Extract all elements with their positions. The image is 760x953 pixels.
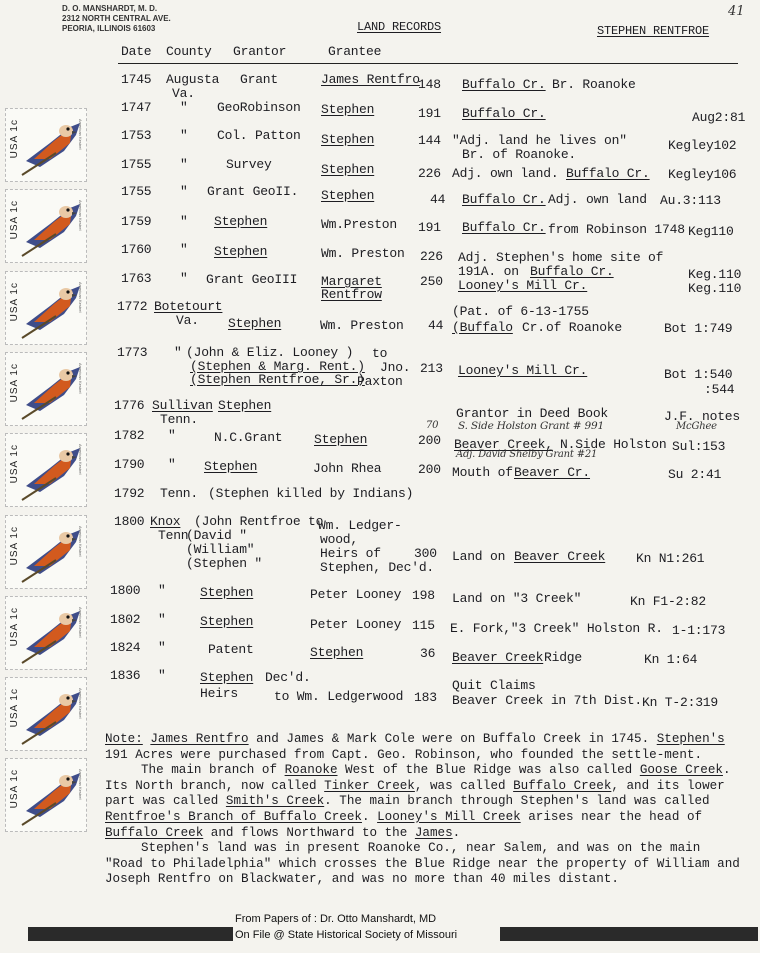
- stamp-value: USA 1c: [9, 769, 20, 809]
- row-grantor4: (Stephen ": [186, 556, 263, 571]
- letterhead-street: 2312 NORTH CENTRAL AVE.: [62, 14, 171, 23]
- row-desc1: Mouth of: [452, 465, 513, 480]
- row-desc1: Land on: [452, 549, 506, 564]
- row-county: ": [158, 640, 166, 655]
- row-acres: 191: [418, 106, 441, 121]
- row-ref: Kegley106: [668, 167, 737, 182]
- row-acres: 144: [418, 133, 441, 148]
- row-desc2: Beaver Creek in 7th Dist.: [452, 693, 643, 708]
- note-body-1: [105, 732, 725, 762]
- footer-source: From Papers of : Dr. Otto Manshardt, MD: [235, 913, 437, 925]
- row-grantor2: (Stephen & Marg. Rent.): [190, 359, 365, 374]
- kestrel-bird-icon: [20, 682, 84, 746]
- row-grantee: Wm. Ledger-: [318, 518, 402, 533]
- row-grantee: John Rhea: [313, 461, 382, 476]
- stamp-value: USA 1c: [9, 688, 20, 728]
- note-underlined-term: Roanoke: [284, 763, 338, 778]
- stamp: [5, 189, 87, 263]
- row-grantor: (John Rentfroe to: [194, 514, 324, 529]
- row-ref: Kn 1:64: [644, 652, 698, 667]
- note-underlined-term: Stephen's: [656, 732, 725, 746]
- row-county: ": [180, 271, 188, 286]
- row-ref: Au.3:113: [660, 193, 721, 208]
- stamp-caption: American Kestrel: [78, 363, 83, 394]
- handwritten-ref: McGhee: [676, 421, 717, 432]
- row-grantee: Wm. Preston: [321, 246, 405, 261]
- row-acres: 226: [418, 166, 441, 181]
- row-acres: 148: [418, 77, 441, 92]
- letterhead: [62, 4, 171, 34]
- row-county: ": [158, 668, 166, 683]
- note-text: .: [361, 809, 378, 824]
- row-grantor: Stephen: [218, 398, 272, 413]
- row-desc2: Br. of Roanoke.: [462, 147, 577, 162]
- row-county: ": [158, 612, 166, 627]
- kestrel-bird-icon: [20, 357, 84, 421]
- row-grantor: Grant GeoIII: [206, 272, 298, 287]
- row-acres: 115: [412, 618, 435, 633]
- row-acres: 198: [412, 588, 435, 603]
- row-ref: Keg110: [688, 224, 734, 239]
- row-acres: 213: [420, 361, 443, 376]
- row-county: ": [180, 128, 188, 143]
- row-county: Tenn.: [160, 486, 199, 501]
- stamp-value: USA 1c: [9, 200, 20, 240]
- row-desc1: Buffalo Cr.: [462, 77, 546, 92]
- row-year: 1772: [117, 299, 148, 314]
- stamp-value: USA 1c: [9, 119, 20, 159]
- stamp: [5, 515, 87, 589]
- row-grantee2: wood,: [320, 532, 359, 547]
- row-year: 1755: [121, 184, 152, 199]
- row-grantee: Peter Looney: [310, 587, 402, 602]
- row-county: ": [174, 345, 182, 360]
- row-grantee: Peter Looney: [310, 617, 402, 632]
- note-text: arises near the head of: [520, 809, 703, 824]
- row-grantor2: (David ": [186, 528, 247, 543]
- row-ref: Su 2:41: [668, 467, 722, 482]
- stamp-value: USA 1c: [9, 444, 20, 484]
- row-ref2: Keg.110: [688, 281, 742, 296]
- row-desc2: (Buffalo: [452, 320, 513, 335]
- row-acres: 300: [414, 546, 437, 561]
- row-county: ": [158, 583, 166, 598]
- row-grantee: Stephen: [310, 645, 364, 660]
- row-year: 1792: [114, 486, 145, 501]
- row-desc1: Beaver Creek,: [454, 437, 553, 452]
- row-desc2: Beaver Creek: [514, 549, 606, 564]
- row-desc2: Ridge: [544, 650, 583, 665]
- note-body-3: [105, 841, 745, 888]
- row-grantor: GeoRobinson: [217, 100, 301, 115]
- note-underlined-term: Rentfroe's Branch of Buffalo Creek: [105, 809, 362, 824]
- row-grantee: James Rentfro: [321, 72, 420, 87]
- row-desc1: Looney's Mill Cr.: [458, 278, 588, 293]
- row-grantor: Stephen: [200, 585, 254, 600]
- row-year: 1755: [121, 157, 152, 172]
- row-grantee: Stephen: [314, 432, 368, 447]
- row-county: Augusta: [166, 72, 220, 87]
- row-grantor: Stephen: [214, 244, 268, 259]
- row-ref: Aug2:81: [692, 110, 746, 125]
- row-year: 1745: [121, 72, 152, 87]
- row-desc1: Grantor in Deed Book: [456, 406, 609, 421]
- stamp-caption: American Kestrel: [78, 526, 83, 557]
- stamp-value: USA 1c: [9, 363, 20, 403]
- stamp-caption: American Kestrel: [78, 607, 83, 638]
- stamp-value: USA 1c: [9, 282, 20, 322]
- row-desc1: Land on "3 Creek": [452, 591, 582, 606]
- row-ref: Bot 1:540: [664, 367, 733, 382]
- row-grantor: (John & Eliz. Looney ): [186, 345, 354, 360]
- row-grantor: Grant GeoII.: [207, 184, 299, 199]
- header-grantee: Grantee: [328, 44, 382, 59]
- row-grantor: Col. Patton: [217, 128, 301, 143]
- row-desc1: Buffalo Cr.: [462, 192, 546, 207]
- row-grantee3: Paxton: [357, 374, 403, 389]
- kestrel-bird-icon: [20, 520, 84, 584]
- note-text: . The main branch through Stephen's land was called: [324, 794, 710, 809]
- row-grantor: Stephen: [204, 459, 258, 474]
- row-desc1: (Pat. of 6-13-1755: [452, 304, 589, 319]
- row-grantee: Stephen: [321, 188, 375, 203]
- row-county: ": [168, 457, 176, 472]
- row-year: 1800: [114, 514, 145, 529]
- row-county: Botetourt: [154, 299, 223, 314]
- row-acres: 200: [418, 433, 441, 448]
- note-underlined-term: Buffalo Creek: [513, 778, 612, 793]
- row-county: Knox: [150, 514, 181, 529]
- row-county: ": [180, 242, 188, 257]
- row-ref: Kn N1:261: [636, 551, 705, 566]
- note-text: .: [452, 825, 461, 840]
- row-ref: Kegley102: [668, 138, 737, 153]
- row-county: ": [180, 184, 188, 199]
- row-grantor: Stephen: [214, 214, 268, 229]
- note-text: 191 Acres were purchased from Capt. Geo. Robinson, who founded the settle-ment.: [105, 747, 703, 762]
- row-desc2: N.Side Holston: [560, 437, 667, 452]
- row-grantee3: Heirs of: [320, 546, 381, 561]
- row-grantor2: Heirs: [200, 686, 239, 701]
- row-year: 1763: [121, 271, 152, 286]
- row-acres: 200: [418, 462, 441, 477]
- header-grantor: Grantor: [233, 44, 287, 59]
- note-underlined-term: Buffalo Creek: [105, 825, 204, 840]
- row-desc2: Beaver Cr.: [514, 465, 591, 480]
- row-desc2: 191A. on: [458, 264, 519, 279]
- row-grantee: to: [372, 346, 388, 361]
- row-year: 1824: [110, 640, 141, 655]
- row-year: 1836: [110, 668, 141, 683]
- row-year: 1760: [121, 242, 152, 257]
- row-ref: Kn T-2:319: [642, 695, 719, 710]
- kestrel-bird-icon: [20, 438, 84, 502]
- stamp: [5, 758, 87, 832]
- row-county: ": [180, 214, 188, 229]
- note-underlined-term: James Rentfro: [150, 732, 249, 746]
- row-county: ": [168, 428, 176, 443]
- row-ref2: :544: [704, 382, 735, 397]
- note-text: , and its lower part was called: [105, 778, 725, 809]
- row-desc3: Buffalo Cr.: [530, 264, 614, 279]
- letterhead-city: PEORIA, ILLINOIS 61603: [62, 24, 156, 33]
- row-year: 1800: [110, 583, 141, 598]
- stamp-caption: American Kestrel: [78, 444, 83, 475]
- footer-bar-right: [500, 927, 758, 941]
- note-text: . Its North branch, now called: [105, 763, 731, 793]
- row-grantor: N.C.Grant: [214, 430, 283, 445]
- row-desc4: of Roanoke: [546, 320, 623, 335]
- row-grantee4: Stephen, Dec'd.: [320, 560, 435, 575]
- stamp-value: USA 1c: [9, 526, 20, 566]
- row-grantor: Grant: [240, 72, 279, 87]
- note-label: Note:: [105, 732, 143, 746]
- handwritten-note: Adj. David Shelby Grant #21: [456, 449, 598, 460]
- row-desc2: from Robinson 1748: [548, 222, 685, 237]
- letterhead-name: D. O. MANSHARDT, M. D.: [62, 4, 158, 13]
- row-county: Sullivan: [152, 398, 213, 413]
- row-ref: Sul:153: [672, 439, 726, 454]
- stamp-caption: American Kestrel: [78, 119, 83, 150]
- stamp: [5, 108, 87, 182]
- row-ref: Kn F1-2:82: [630, 594, 707, 609]
- note-text: The main branch of: [141, 763, 285, 778]
- row-year: 1782: [114, 428, 145, 443]
- row-grantor: Survey: [226, 157, 272, 172]
- row-grantor: Patent: [208, 642, 254, 657]
- stamp: [5, 433, 87, 507]
- stamp: [5, 677, 87, 751]
- row-county2: Tenn.: [160, 412, 199, 427]
- row-desc3: Cr.: [522, 320, 545, 335]
- row-desc2: Br. Roanoke: [552, 77, 636, 92]
- header-rule: [118, 63, 738, 64]
- row-desc1: Buffalo Cr.: [462, 220, 546, 235]
- row-ref: J.F. notes: [664, 409, 741, 424]
- note-body-2: [105, 763, 745, 841]
- row-county2: Va.: [176, 313, 199, 328]
- row-year: 1759: [121, 214, 152, 229]
- row-grantor: Stephen: [200, 670, 254, 685]
- note-text: and James & Mark Cole were on Buffalo Creek in 1745.: [248, 732, 657, 746]
- row-grantor3: (Stephen Rentfroe, Sr.): [190, 372, 365, 387]
- row-year: 1747: [121, 100, 152, 115]
- row-desc1: Beaver Creek: [452, 650, 544, 665]
- row-grantee: Stephen: [321, 162, 375, 177]
- row-grantee: Wm.Preston: [321, 217, 398, 232]
- stamp-caption: American Kestrel: [78, 200, 83, 231]
- row-grantee: to Wm. Ledgerwood: [274, 689, 404, 704]
- row-year: 1790: [114, 457, 145, 472]
- row-grantee2: Jno.: [380, 360, 411, 375]
- note-underlined-term: Looney's Mill Creek: [377, 809, 521, 824]
- row-year: 1776: [114, 398, 145, 413]
- row-county2: Tenn: [158, 528, 189, 543]
- stamp-value: USA 1c: [9, 607, 20, 647]
- row-grantor: (Stephen killed by Indians): [208, 486, 414, 501]
- row-ref: Bot 1:749: [664, 321, 733, 336]
- subject-name: STEPHEN RENTFROE: [597, 24, 710, 38]
- row-desc1: Buffalo Cr.: [462, 106, 546, 121]
- row-grantor: Stephen: [200, 614, 254, 629]
- row-desc1: Adj. own land.: [452, 166, 559, 181]
- row-ref: 1-1:173: [672, 623, 726, 638]
- row-desc2: Adj. own land: [548, 192, 647, 207]
- row-desc1: Looney's Mill Cr.: [458, 363, 588, 378]
- row-desc1: Adj. Stephen's home site of: [458, 250, 664, 265]
- handwritten-note: S. Side Holston Grant # 991: [458, 420, 604, 432]
- row-year: 1773: [117, 345, 148, 360]
- row-desc1: E. Fork,"3 Creek" Holston R.: [450, 621, 663, 636]
- note-underlined-term: Tinker Creek: [324, 778, 415, 793]
- row-desc1: Quit Claims: [452, 678, 536, 693]
- row-grantor_b: Dec'd.: [265, 670, 311, 685]
- row-grantor3: (William": [186, 542, 255, 557]
- row-grantor: Stephen: [228, 316, 282, 331]
- kestrel-bird-icon: [20, 113, 84, 177]
- note-underlined-term: Goose Creek: [639, 763, 723, 778]
- row-acres: 191: [418, 220, 441, 235]
- stamp: [5, 271, 87, 345]
- row-year: 1753: [121, 128, 152, 143]
- row-county-state: Va.: [172, 86, 195, 101]
- row-ref: Keg.110: [688, 267, 742, 282]
- handwritten-acres: 70: [426, 420, 439, 431]
- row-grantee: Wm. Preston: [320, 318, 404, 333]
- note-text: Stephen's land was in present Roanoke Co., near Salem, and was on the main "Road to Philadelphia" which crosses the Blue Ridge near the property of William and Joseph Rentfro on Blackwater, and was no more than 40 miles distant.: [105, 841, 740, 887]
- page-number: 41: [728, 4, 745, 19]
- row-acres: 183: [414, 690, 437, 705]
- stamp-caption: American Kestrel: [78, 688, 83, 719]
- row-county: ": [180, 100, 188, 115]
- note-paragraph: [105, 732, 745, 888]
- kestrel-bird-icon: [20, 194, 84, 258]
- kestrel-bird-icon: [20, 601, 84, 665]
- footer-bar-left: [28, 927, 233, 941]
- row-desc1: "Adj. land he lives on": [452, 133, 627, 148]
- row-county: ": [180, 157, 188, 172]
- stamp-caption: American Kestrel: [78, 282, 83, 313]
- header-date: Date: [121, 44, 152, 59]
- row-grantee: Margaret: [321, 274, 382, 289]
- note-underlined-term: Smith's Creek: [225, 794, 325, 809]
- row-grantee: Stephen: [321, 102, 375, 117]
- row-acres: 36: [420, 646, 436, 661]
- row-year: 1802: [110, 612, 141, 627]
- row-acres: 226: [420, 249, 443, 264]
- note-text: , was called: [414, 778, 514, 793]
- header-county: County: [166, 44, 212, 59]
- row-acres: 250: [420, 274, 443, 289]
- row-acres: 44: [428, 318, 444, 333]
- note-underlined-term: James: [414, 825, 453, 840]
- kestrel-bird-icon: [20, 763, 84, 827]
- footer-archive: On File @ State Historical Society of Missouri: [235, 929, 458, 941]
- row-acres: 44: [430, 192, 446, 207]
- stamp-caption: American Kestrel: [78, 769, 83, 800]
- page-title: LAND RECORDS: [357, 20, 442, 34]
- note-text: West of the Blue Ridge was also called: [337, 763, 640, 778]
- row-desc2: Buffalo Cr.: [566, 166, 650, 181]
- row-grantee: Stephen: [321, 132, 375, 147]
- note-text: and flows Northward to the: [203, 825, 415, 840]
- kestrel-bird-icon: [20, 276, 84, 340]
- stamp: [5, 596, 87, 670]
- row-grantee2: Rentfrow: [321, 287, 382, 302]
- stamp: [5, 352, 87, 426]
